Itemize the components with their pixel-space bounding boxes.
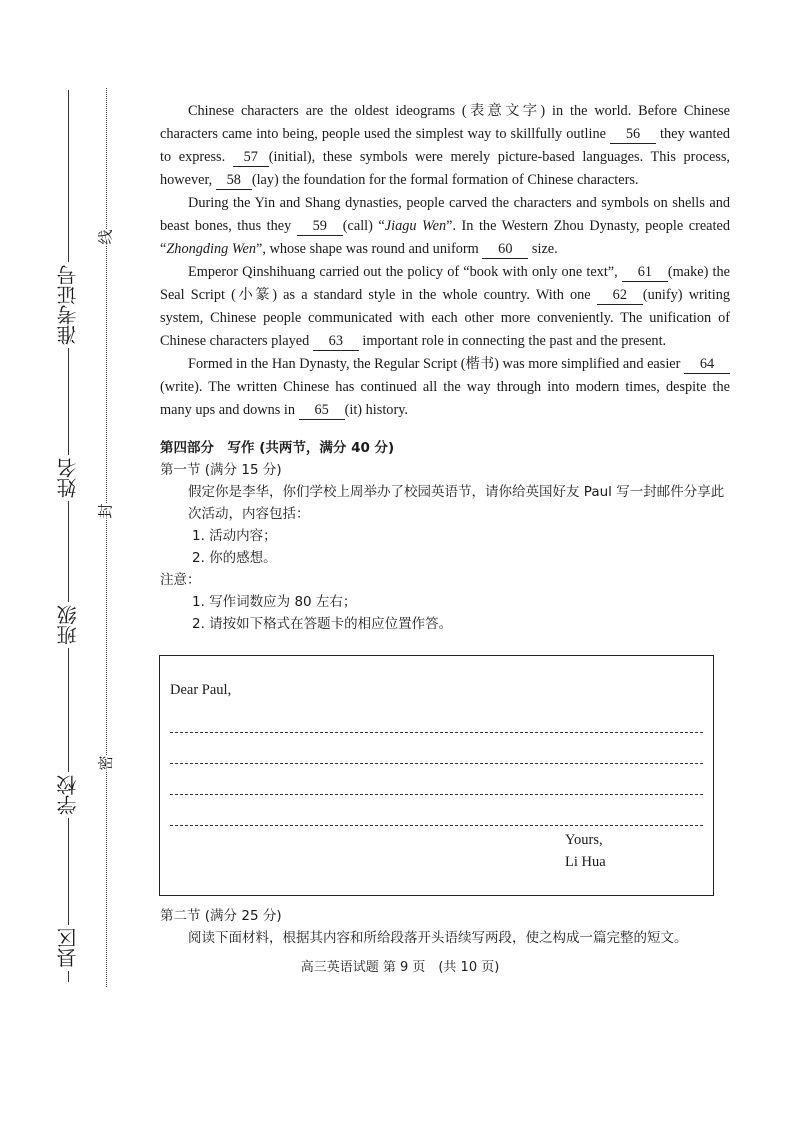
writing-line: [170, 763, 703, 764]
cloze-passage: [160, 100, 730, 422]
blank-57: 57: [233, 149, 269, 167]
passage-paragraph-1: [160, 100, 730, 192]
blank-64: 64: [684, 356, 730, 374]
passage-text: important role in connecting the past and the present.: [358, 333, 667, 349]
passage-text: During the Yin and Shang dynasties, people carved the characters and symbols on shells and beast bones, thus they: [160, 195, 730, 234]
notes-title: 注意：: [160, 572, 201, 588]
blank-61: 61: [622, 264, 668, 282]
letter-signature: Li Hua: [565, 854, 606, 870]
passage-text: (write). The written Chinese has continued all the way through into modern times, despite the many ups and downs in: [160, 379, 730, 418]
seal-char-secret: 密: [96, 755, 115, 771]
passage-text: (initial), these symbols were merely picture-based languages. This process, however,: [160, 149, 730, 188]
writing-line: [170, 732, 703, 733]
section-two-prompt: 阅读下面材料，根据其内容和所给段落开头语续写两段，使之构成一篇完整的短文。: [188, 930, 688, 946]
section-two: [160, 905, 730, 949]
blank-62: 62: [597, 287, 643, 305]
letter-closing: Yours,: [565, 832, 603, 848]
passage-paragraph-2: [160, 192, 730, 261]
passage-text: (call) “: [342, 218, 385, 234]
seal-char-seal: 封: [96, 503, 115, 519]
passage-text: size.: [528, 241, 558, 257]
passage-text: (make) the Seal Script (小篆) as a standard style in the whole country. With one: [160, 264, 731, 303]
passage-text: ”, whose shape was round and uniform: [256, 241, 483, 257]
passage-text: (unify) writing system, Chinese people communicated with each other more conveniently. The unification of Chinese characters played: [160, 287, 730, 349]
seal-dotted-line: [106, 88, 107, 987]
note-item: 1. 写作词数应为 80 左右；: [192, 594, 357, 610]
district-label: 县区: [52, 925, 84, 971]
seal-char-line: 线: [96, 229, 115, 245]
writing-line: [170, 794, 703, 795]
section-two-title: 第二节 (满分 25 分): [160, 908, 282, 924]
blank-63: 63: [313, 333, 359, 351]
page-footer: 高三英语试题 第 9 页 (共 10 页): [300, 960, 500, 975]
blank-60: 60: [482, 241, 528, 259]
jiagu-wen-term: Jiagu Wen: [384, 218, 447, 234]
passage-paragraph-4: [160, 353, 730, 422]
letter-greeting: Dear Paul,: [170, 682, 232, 698]
passage-text: they wanted to express.: [160, 126, 730, 165]
passage-text: Formed in the Han Dynasty, the Regular Script (楷书) was more simplified and easier: [188, 356, 684, 372]
blank-58: 58: [216, 172, 252, 190]
exam-number-label: 准考证号: [52, 262, 84, 348]
name-label: 姓名: [52, 455, 84, 501]
content-item: 1. 活动内容；: [192, 528, 277, 544]
section-one-title: 第一节 (满分 15 分): [160, 462, 282, 478]
writing-prompt: 假定你是李华，你们学校上周举办了校园英语节，请你给英国好友 Paul 写一封邮件分享此次活动，内容包括：: [188, 484, 725, 522]
writing-line: [170, 825, 703, 826]
blank-59: 59: [297, 218, 343, 236]
blank-65: 65: [299, 402, 345, 420]
school-label: 学校: [52, 772, 84, 818]
binding-line: [68, 90, 69, 982]
passage-paragraph-3: [160, 261, 730, 353]
passage-text: (it) history.: [344, 402, 408, 418]
passage-text: Chinese characters are the oldest ideograms (表意文字) in the world. Before Chinese characters came into being, people used the simplest way to skillfully outline: [160, 103, 730, 142]
note-item: 2. 请按如下格式在答题卡的相应位置作答。: [192, 616, 453, 632]
blank-56: 56: [610, 126, 656, 144]
passage-text: Emperor Qinshihuang carried out the policy of “book with only one text”,: [188, 264, 622, 280]
passage-text: ”. In the Western Zhou Dynasty, people created “: [160, 218, 730, 257]
writing-section: [160, 437, 730, 635]
letter-template-box: [159, 655, 714, 896]
class-label: 班级: [52, 602, 84, 648]
zhongding-wen-term: Zhongding Wen: [166, 241, 256, 257]
part-four-title: 第四部分 写作 (共两节，满分 40 分): [160, 440, 395, 456]
content-item: 2. 你的感想。: [192, 550, 277, 566]
passage-text: (lay) the foundation for the formal formation of Chinese characters.: [251, 172, 639, 188]
